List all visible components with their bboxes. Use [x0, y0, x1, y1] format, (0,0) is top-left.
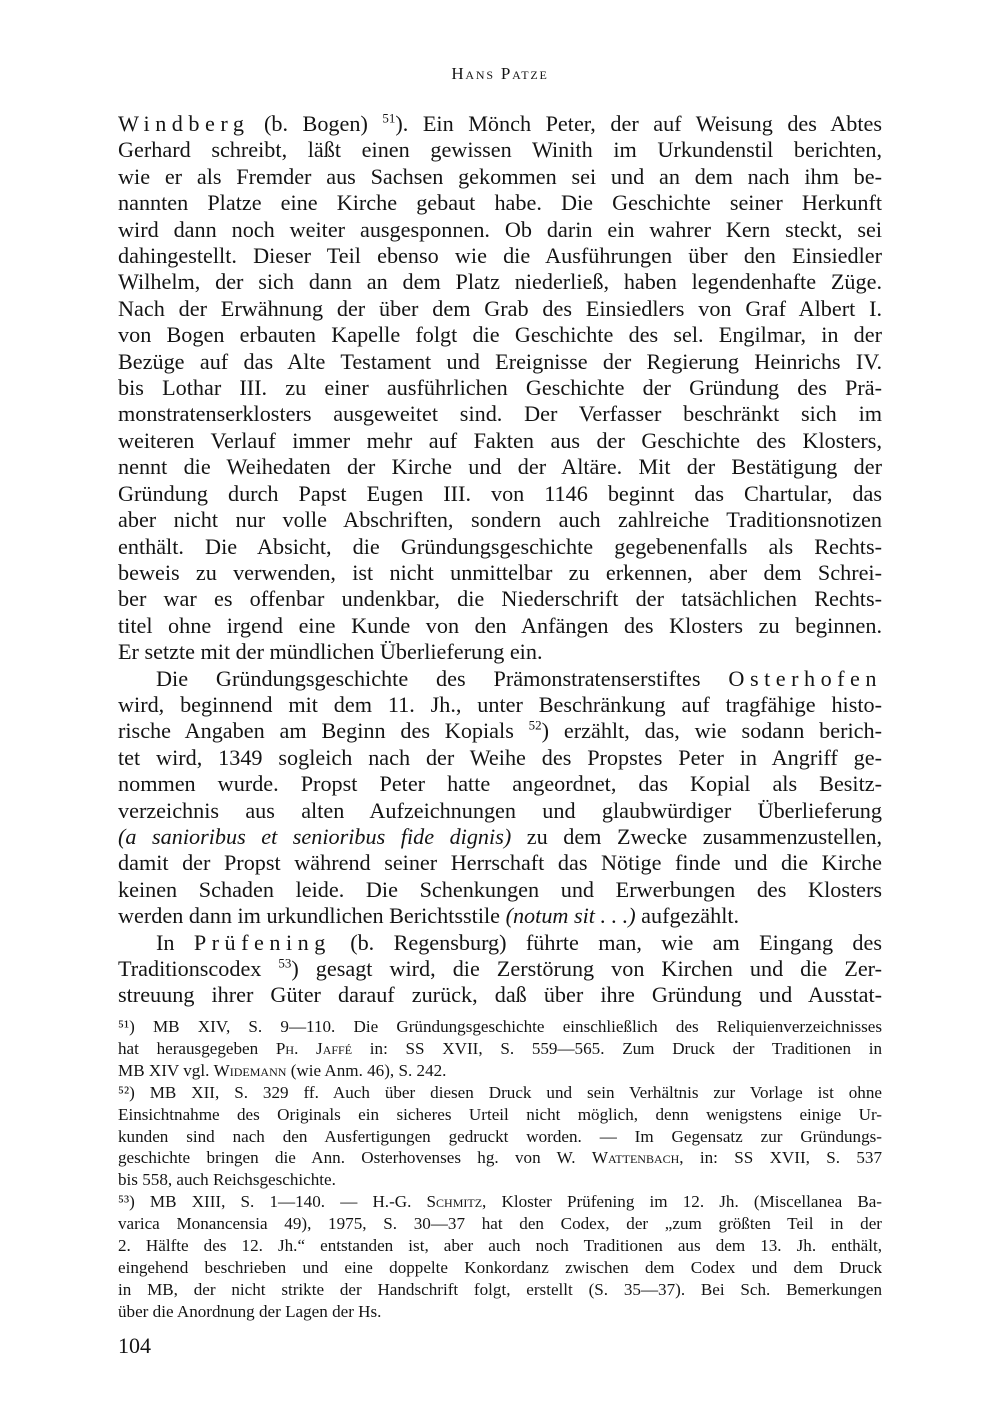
text-line: [118, 903, 882, 929]
page-number: 104: [118, 1333, 151, 1358]
text-line: verzeichnis aus alten Aufzeichnungen und glaubwürdiger Überlieferung: [118, 797, 882, 823]
text-line: dahingestellt. Dieser Teil ebenso wie die Ausführungen über den Einsiedler: [118, 243, 882, 269]
text-line: enthält. Die Absicht, die Gründungsgeschichte gegebenenfalls als Rechts-: [118, 533, 882, 559]
footnote-ref-52: 52: [528, 717, 542, 733]
text-fragment: werden dann im urkundlichen Berichtsstile: [118, 903, 506, 929]
text-line: [118, 718, 882, 744]
text-line: 2. Hälfte des 12. Jh.“ entstanden ist, aber auch noch Traditionen aus dem 13. Jh. enthält,: [118, 1236, 882, 1256]
text-line: keinen Schaden leide. Die Schenkungen und Erwerbungen des Klosters: [118, 876, 882, 902]
text-line: in MB, der nicht strikte der Handschrift folgt, erstellt (S. 35—37). Bei Sch. Bemerkungen: [118, 1279, 882, 1299]
author-name: Ph. Jaffé: [275, 1038, 353, 1058]
main-text: [118, 111, 882, 1009]
text-line: varica Monancensia 49), 1975, S. 30—37 hat den Codex, der „zum größten Teil in der: [118, 1214, 882, 1234]
author-name: Widemann: [213, 1060, 287, 1080]
text-line: Bezüge auf das Alte Testament und Ereignisse der Regierung Heinrichs IV.: [118, 348, 882, 374]
text-line: [118, 1147, 882, 1169]
text-line: [118, 824, 882, 850]
footnotes: [118, 1016, 882, 1323]
text-line: bis 558, auch Reichsgeschichte.: [118, 1170, 336, 1190]
text-fragment: , Kloster Prüfening im 12. Jh. (Miscellanea Ba-: [482, 1192, 882, 1212]
text-line: Wilhelm, der sich dann an dem Platz niederließ, haben legendenhafte Züge.: [118, 269, 882, 295]
text-fragment: hat herausgegeben: [118, 1038, 276, 1058]
text-fragment: Die Gründungsgeschichte des Prämonstratenserstiftes: [156, 665, 729, 691]
text-line: wie er als Fremder aus Sachsen gekommen sei und an dem nach ihm be-: [118, 163, 882, 189]
text-fragment: (wie Anm. 46), S. 242.: [286, 1060, 447, 1080]
latin-quote: (a sanioribus et senioribus fide dignis): [118, 823, 512, 849]
place-name-pruefening: Prüfening: [193, 929, 331, 955]
text-fragment: rische Angaben am Beginn des Kopials: [118, 718, 529, 744]
paragraph-osterhofen: [118, 666, 882, 930]
text-line: beweis zu verwenden, ist nicht unmittelbar zu erkennen, aber dem Schrei-: [118, 559, 882, 585]
text-line: [118, 956, 882, 982]
text-fragment: (b. Bogen): [249, 111, 383, 136]
text-line: von Bogen erbauten Kapelle folgt die Geschichte des sel. Engilmar, in der: [118, 322, 882, 348]
text-line: [118, 1038, 882, 1060]
place-name-windberg: Windberg: [118, 111, 250, 136]
place-name-osterhofen: Osterhofen: [728, 665, 882, 691]
footnote-51: [118, 1016, 882, 1082]
paragraph-windberg: [118, 111, 882, 666]
text-fragment: ) gesagt wird, die Zerstörung von Kirchen und die Zer-: [291, 956, 882, 981]
text-fragment: (b. Regensburg) führte man, wie am Eingang des: [330, 929, 882, 955]
text-line: [118, 1060, 882, 1082]
text-fragment: MB XIV vgl.: [118, 1060, 214, 1080]
running-head: Hans Patze: [451, 64, 549, 83]
text-line: tet wird, 1349 sogleich nach der Weihe des Propstes Peter in Angriff ge-: [118, 744, 882, 770]
text-fragment: in: SS XVII, S. 559—565. Zum Druck der Traditionen in: [352, 1038, 883, 1058]
text-line: Einsichtnahme des Originals ein sicheres Urteil nicht möglich, denn wenigstens einige Ur-: [118, 1104, 882, 1124]
text-line: Gerhard schreibt, läßt einen gewissen Winith im Urkundenstil berichten,: [118, 137, 882, 163]
footnote-52: [118, 1082, 882, 1192]
text-line: ⁵¹) MB XIV, S. 9—110. Die Gründungsgeschichte einschließlich des Reliquienverzeichnisses: [118, 1017, 882, 1036]
text-line: nennt die Weihedaten der Kirche und der Altäre. Mit der Bestätigung der: [118, 454, 882, 480]
text-line: ber war es offenbar undenkbar, die Niederschrift der tatsächlichen Rechts-: [118, 586, 882, 612]
text-line: eingehend beschrieben und eine doppelte Konkordanz zwischen dem Codex und dem Druck: [118, 1257, 882, 1277]
text-fragment: ⁵³) MB XIII, S. 1—140. — H.-G.: [118, 1192, 427, 1212]
author-name: Schmitz: [426, 1192, 483, 1212]
text-line: [118, 930, 882, 956]
text-line: weiteren Verlauf immer mehr auf Fakten aus der Geschichte des Klosters,: [118, 427, 882, 453]
latin-formula: (notum sit . . .): [505, 903, 636, 929]
text-line: aber nicht nur volle Abschriften, sondern auch zahlreiche Traditionsnotizen: [118, 507, 882, 533]
footnote-ref-51: 51: [382, 110, 396, 126]
footnote-53: [118, 1191, 882, 1322]
text-line: bis Lothar III. zu einer ausführlichen Geschichte der Gründung des Prä-: [118, 375, 882, 401]
text-line: monstratenserklosters ausgeweitet sind. Der Verfasser beschränkt sich im: [118, 401, 882, 427]
text-line: titel ohne irgend eine Kunde von den Anfängen des Klosters zu beginnen.: [118, 612, 882, 638]
paragraph-pruefening: [118, 930, 882, 1009]
text-line: nommen wurde. Propst Peter hatte angeordnet, das Kopial als Besitz-: [118, 771, 882, 797]
text-fragment: In: [156, 929, 194, 955]
text-line: ⁵²) MB XII, S. 329 ff. Auch über diesen Druck und sein Verhältnis zur Vorlage ist ohne: [118, 1082, 882, 1102]
text-line: [118, 666, 882, 692]
text-line: streuung ihrer Güter darauf zurück, daß über ihre Gründung und Ausstat-: [118, 982, 882, 1008]
text-line: Gründung durch Papst Eugen III. von 1146 beginnt das Chartular, das: [118, 480, 882, 506]
text-fragment: ). Ein Mönch Peter, der auf Weisung des Abtes: [395, 111, 882, 136]
text-line: wird, beginnend mit dem 11. Jh., unter Beschränkung auf tragfähige histo-: [118, 691, 882, 717]
text-fragment: zu dem Zwecke zusammenzustellen,: [511, 823, 882, 849]
text-fragment: ) erzählt, das, wie sodann berich-: [541, 718, 882, 744]
text-line: Er setzte mit der mündlichen Überlieferung ein.: [118, 639, 543, 665]
text-line: Nach der Erwähnung der über dem Grab des Einsiedlers von Graf Albert I.: [118, 295, 882, 321]
text-line: nannten Platze eine Kirche gebaut habe. Die Geschichte seiner Herkunft: [118, 190, 882, 216]
text-fragment: Traditionscodex: [118, 956, 279, 981]
text-fragment: geschichte bringen die Ann. Osterhovenses hg. von W.: [118, 1148, 592, 1168]
text-line: [118, 111, 882, 137]
text-line: über die Anordnung der Lagen der Hs.: [118, 1301, 382, 1321]
text-line: damit der Propst während seiner Herrschaft das Nötige finde und die Kirche: [118, 850, 882, 876]
text-line: wird dann noch weiter ausgesponnen. Ob darin ein wahrer Kern steckt, sei: [118, 216, 882, 242]
text-fragment: aufgezählt.: [635, 903, 740, 929]
text-line: [118, 1191, 882, 1213]
text-fragment: , in: SS XVII, S. 537: [679, 1148, 882, 1168]
footnote-ref-53: 53: [278, 955, 292, 971]
author-name: Wattenbach: [591, 1148, 680, 1168]
text-line: kunden sind nach den Ausfertigungen gedruckt worden. — Im Gegensatz zur Gründungs-: [118, 1126, 882, 1146]
